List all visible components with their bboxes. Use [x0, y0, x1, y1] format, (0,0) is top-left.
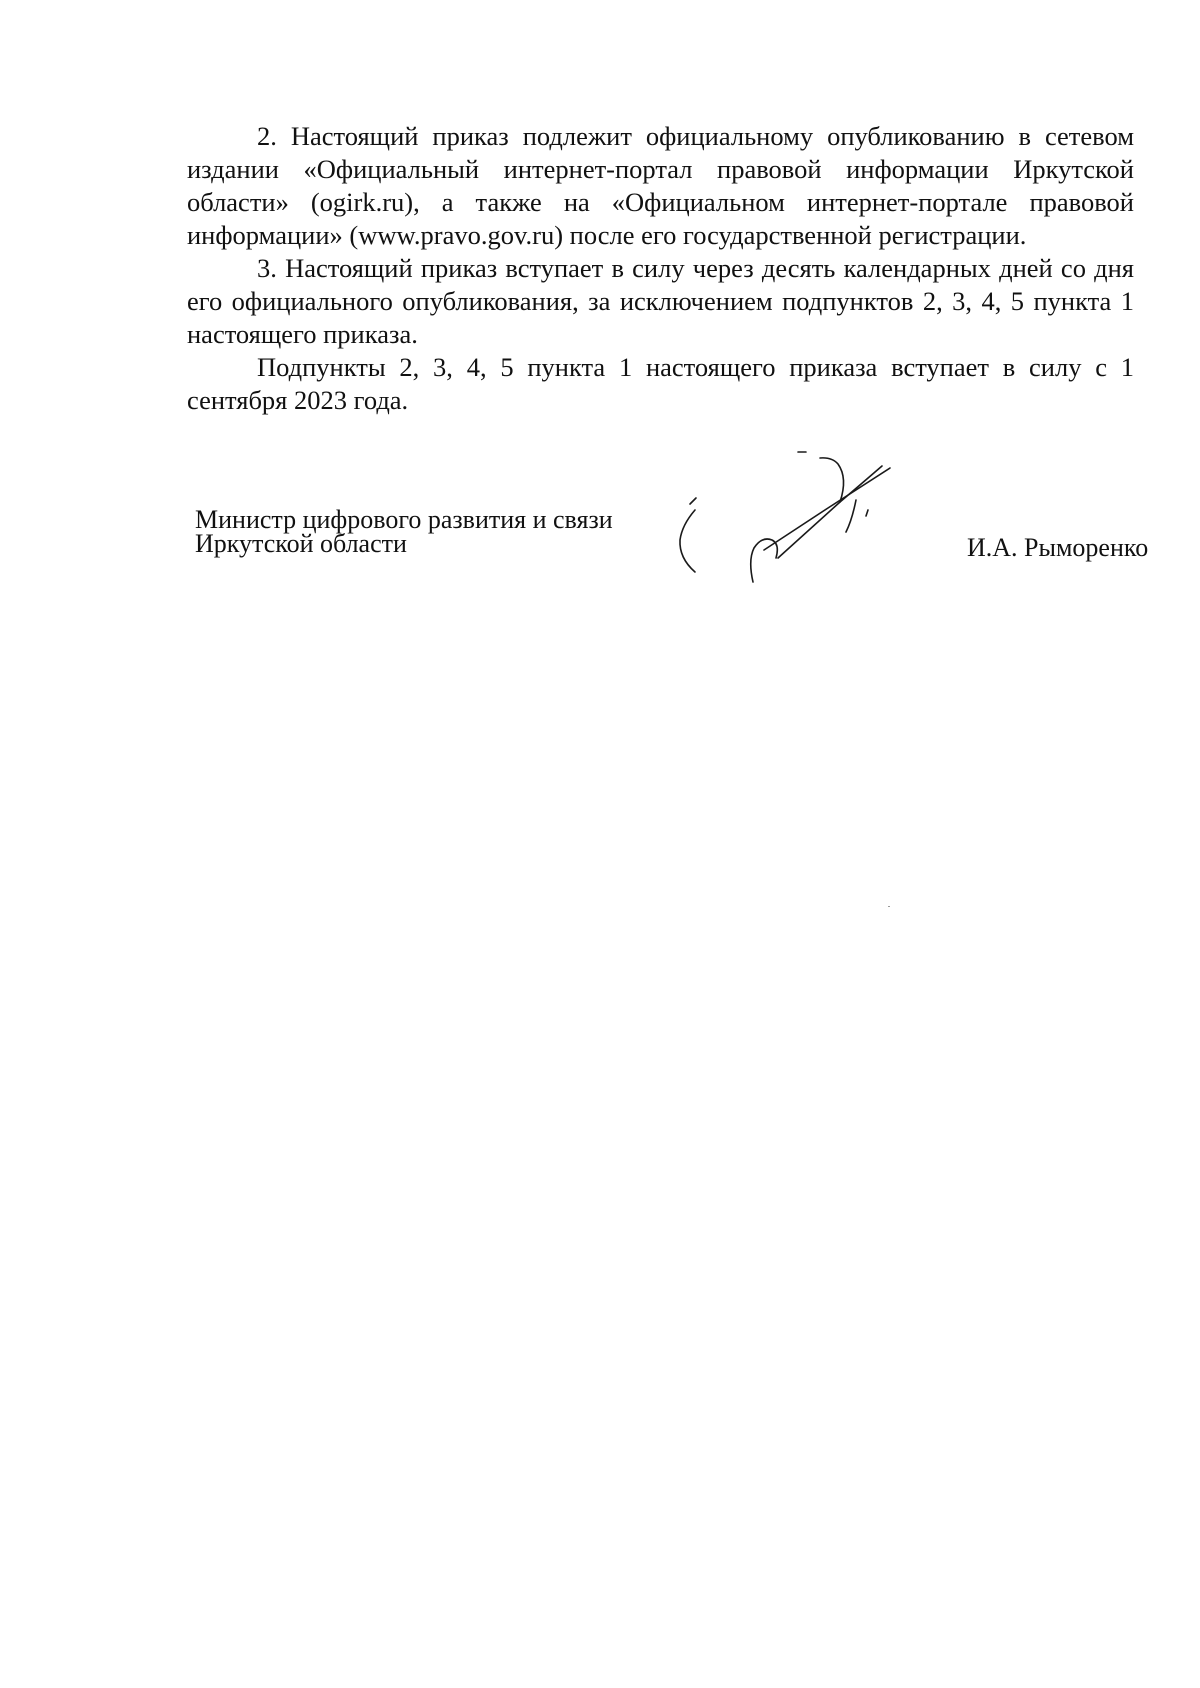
paragraph-effective-date: 3. Настоящий приказ вступает в силу через десять календарных дней со дня его официального опубликования, за исключением подпунктов 2, 3, 4, 5 пункта 1 настоящего приказа. — [187, 253, 1134, 349]
signatory-position-line-2: Иркутской области — [195, 529, 407, 558]
scan-speck — [888, 906, 890, 907]
signatory-position-line-1: Министр цифрового развития и связи — [195, 505, 613, 534]
signatory-position — [195, 505, 613, 558]
signer-name: И.А. Рыморенко — [967, 533, 1149, 562]
document-body — [187, 120, 1134, 417]
paragraph-subpoints: Подпункты 2, 3, 4, 5 пункта 1 настоящего приказа вступает в силу с 1 сентября 2023 года. — [187, 352, 1134, 415]
handwritten-signature-icon — [660, 440, 980, 600]
paragraph-publication: 2. Настоящий приказ подлежит официальному опубликованию в сетевом издании «Официальный интернет-портал правовой информации Иркутской области» (ogirk.ru), а также на «Официальном интернет-портале правовой информации» (www.pravo.gov.ru) после его государственной регистрации. — [187, 121, 1134, 250]
